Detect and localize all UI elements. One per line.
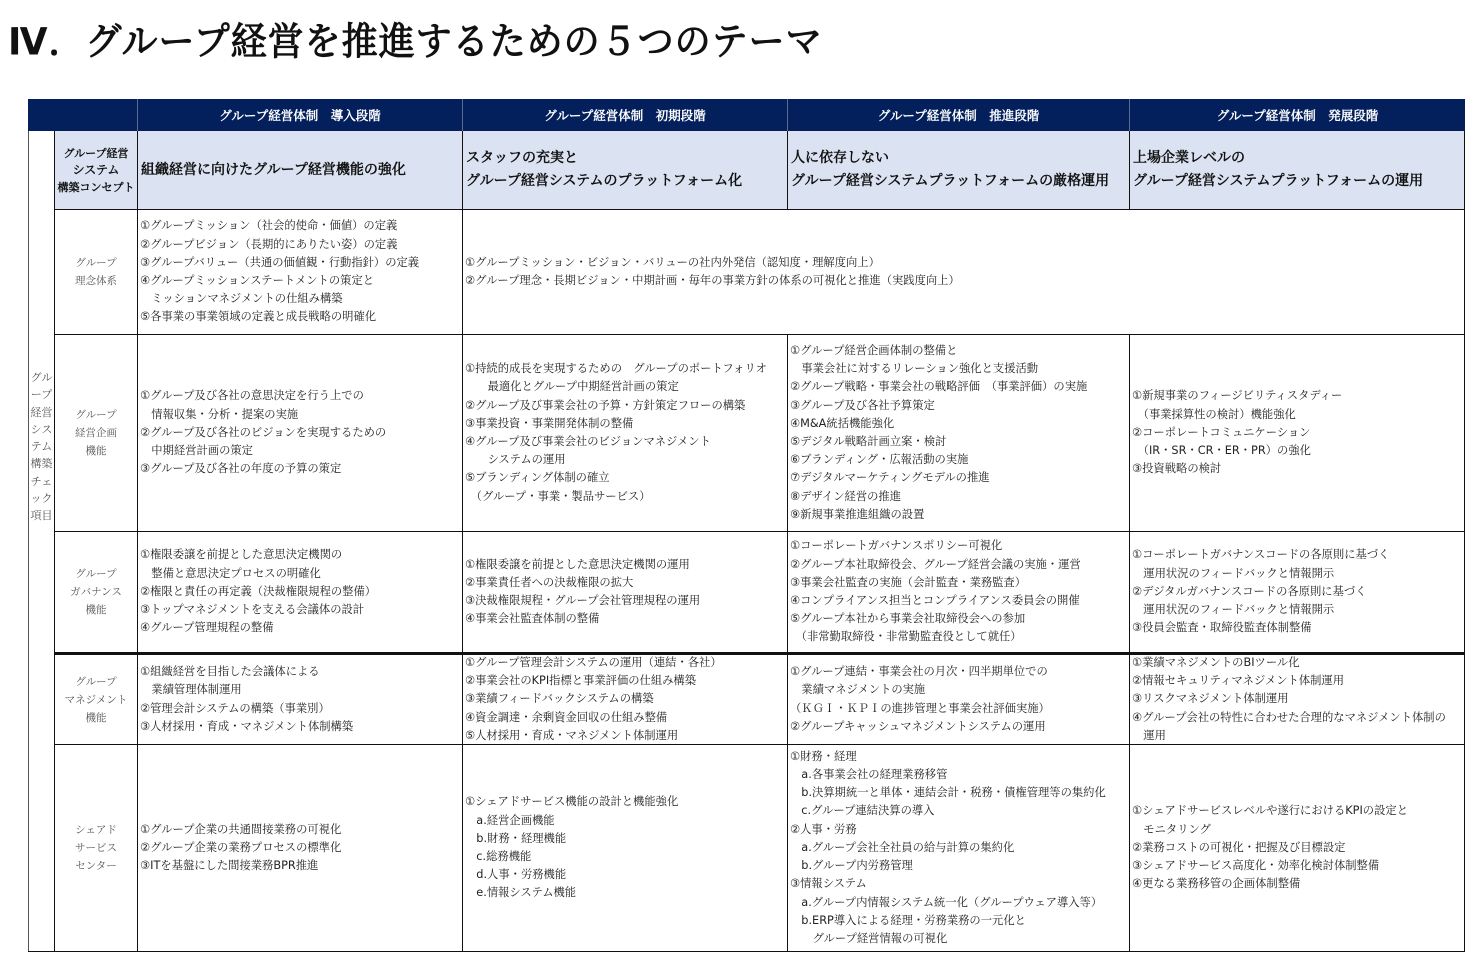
cell-line: ①権限委譲を前提とした意思決定機関の: [140, 548, 343, 562]
cell-line: システムの運用: [465, 453, 566, 467]
header-corner: [28, 99, 138, 131]
cell-line: 業績マネジメントの実施: [790, 683, 926, 697]
concept-development: [1130, 131, 1465, 209]
cell-governance-development: [1130, 532, 1465, 652]
cell-line: ③グループバリュー（共通の価値観・行動指針）の定義: [140, 255, 420, 269]
cell-line: ④グループ管理規程の整備: [140, 621, 274, 635]
cell-line: ⑧デザイン経営の推進: [790, 489, 902, 503]
cell-line: ②グループ理念・長期ビジョン・中期計画・毎年の事業方針の体系の可視化と推進（実践度向上）: [465, 274, 960, 287]
cell-line: ③事業投資・事業開発体制の整備: [465, 416, 634, 430]
row-label-management: [55, 655, 138, 744]
table-bottom-border: [28, 951, 1465, 952]
cell-line: （非常勤取締役・非常勤監査役として就任）: [790, 630, 1022, 644]
cell-line: グループ経営情報の可視化: [790, 931, 948, 945]
row-label-line: 機能: [85, 711, 107, 724]
cell-line: ②業務コストの可視化・把握及び目標設定: [1132, 840, 1346, 854]
cell-line: ⑦デジタルマーケティングモデルの推進: [790, 471, 990, 485]
cell-line: d.人事・労務機能: [465, 868, 567, 882]
theme-table: [28, 99, 1465, 952]
concept-label-line: グループ経営: [63, 146, 129, 160]
cell-line: ③人材採用・育成・マネジメント体制構築: [140, 719, 354, 733]
cell-line: c.総務機能: [465, 850, 532, 863]
cell-line: ①グループ経営企画体制の整備と: [790, 343, 958, 357]
stage-header-promotion: グループ経営体制 推進段階: [788, 99, 1130, 131]
cell-line: b.決算期統一と単体・連結会計・税務・債権管理等の集約化: [790, 786, 1106, 800]
concept-line: グループ経営システムのプラットフォーム化: [466, 173, 743, 189]
cell-line: ②情報セキュリティマネジメント体制運用: [1132, 674, 1345, 688]
cell-line: ①組織経営を目指した会議体による: [140, 665, 320, 679]
cell-line: ③グループ及び各社の年度の予算の策定: [140, 462, 342, 476]
cell-governance-promotion: [788, 532, 1130, 652]
row-label-line: 経営企画: [75, 427, 117, 439]
cell-line: ⑤グループ本社から事業会社取締役会への参加: [790, 612, 1026, 626]
side-label: グループ経営システム構築チェック項目: [30, 371, 53, 523]
cell-line: ③リスクマネジメント体制運用: [1132, 692, 1289, 706]
cell-line: ①グループミッション（社会的使命・価値）の定義: [140, 219, 398, 233]
cell-line: 事業会社に対するリレーション強化と支援活動: [790, 362, 1039, 376]
cell-line: ②コーポレートコミュニケーション: [1132, 425, 1311, 439]
cell-line: ②グループ企業の業務プロセスの標準化: [140, 840, 342, 854]
cell-line: （ＫＧＩ・ＫＰＩの進捗管理と事業会社評価実施）: [790, 701, 1050, 715]
cell-philosophy-merged: [463, 210, 1465, 334]
cell-line: ④コンプライアンス担当とコンプライアンス委員会の開催: [790, 594, 1080, 607]
cell-line: ②事業会社のKPI指標と事業評価の仕組み構築: [465, 674, 697, 688]
cell-management-intro: [138, 655, 463, 744]
cell-management-development: [1130, 655, 1465, 744]
cell-line: ③情報システム: [790, 877, 867, 891]
cell-governance-initial: [463, 532, 788, 652]
cell-line: ①権限委譲を前提とした意思決定機関の運用: [465, 557, 690, 571]
cell-line: ③シェアドサービス高度化・効率化検討体制整備: [1132, 859, 1380, 873]
cell-line: ④更なる業務移管の企画体制整備: [1132, 877, 1301, 891]
cell-shared-initial: [463, 745, 788, 951]
cell-line: a.グループ会社全社員の給与計算の集約化: [790, 840, 1015, 854]
concept-line: グループ経営システムプラットフォームの運用: [1133, 173, 1424, 189]
cell-line: a.経営企画機能: [465, 813, 555, 827]
cell-line: b.ERP導入による経理・労務業務の一元化と: [790, 913, 1026, 927]
cell-governance-intro: [138, 532, 463, 652]
cell-line: ③業績フィードバックシステムの構築: [465, 692, 654, 706]
row-label-line: ガバナンス: [70, 586, 122, 598]
cell-line: 業績管理体制運用: [140, 683, 242, 697]
cell-line: 運用状況のフィードバックと情報開示: [1132, 603, 1335, 617]
cell-line: a.各事業会社の経理業務移管: [790, 768, 948, 782]
row-label-line: シェアド: [75, 824, 117, 836]
cell-line: ②グループ戦略・事業会社の戦略評価 （事業評価）の実施: [790, 380, 1088, 394]
cell-line: モニタリング: [1132, 822, 1211, 836]
row-label-line: サービス: [75, 842, 117, 854]
cell-line: ⑤人材採用・育成・マネジメント体制運用: [465, 728, 679, 742]
cell-line: ②人事・労務: [790, 822, 857, 836]
cell-line: ①グループミッション・ビジョン・バリューの社内外発信（認知度・理解度向上）: [465, 255, 880, 269]
cell-line: ⑥ブランディング・広報活動の実施: [790, 453, 969, 467]
row-label-line: 機能: [85, 445, 107, 457]
cell-line: ⑤各事業の事業領域の定義と成長戦略の明確化: [140, 310, 377, 324]
cell-line: ①シェアドサービス機能の設計と機能強化: [465, 795, 679, 809]
concept-label-line: システム: [72, 162, 120, 177]
cell-line: 中期経営計画の策定: [140, 444, 253, 458]
cell-line: ①グループ及び各社の意思決定を行う上での: [140, 389, 364, 403]
cell-line: ④M&A統括機能強化: [790, 416, 895, 430]
cell-line: ①グループ連結・事業会社の月次・四半期単位での: [790, 665, 1048, 679]
cell-line: ①財務・経理: [790, 749, 857, 763]
cell-line: 運用状況のフィードバックと情報開示: [1132, 566, 1335, 580]
cell-planning-intro: [138, 335, 463, 531]
cell-line: ①グループ管理会計システムの運用（連結・各社）: [465, 656, 722, 669]
cell-planning-promotion: [788, 335, 1130, 531]
left-border: [28, 131, 29, 952]
cell-line: ②グループ本社取締役会、グループ経営会議の実施・運営: [790, 557, 1081, 571]
cell-line: ②事業責任者への決裁権限の拡大: [465, 575, 634, 589]
concept-line: 上場企業レベルの: [1133, 150, 1245, 166]
cell-line: ②デジタルガバナンスコードの各原則に基づく: [1132, 584, 1367, 598]
cell-line: ③役員会監査・取締役監査体制整備: [1132, 621, 1312, 635]
cell-line: 最適化とグループ中期経営計画の策定: [465, 380, 679, 394]
cell-line: ②グループキャッシュマネジメントシステムの運用: [790, 719, 1046, 733]
row-label-line: グループ: [75, 675, 117, 688]
cell-line: b.グループ内労務管理: [790, 859, 913, 873]
cell-shared-intro: [138, 745, 463, 951]
stage-header-intro: グループ経営体制 導入段階: [138, 99, 463, 131]
row-label-line: センター: [75, 860, 117, 872]
cell-line: ①新規事業のフィージビリティスタディー: [1132, 389, 1343, 403]
cell-line: ②グループ及び各社のビジョンを実現するための: [140, 425, 387, 439]
cell-philosophy-intro: [138, 210, 463, 334]
cell-line: c.グループ連結決算の導入: [790, 804, 935, 818]
row-label-line: グループ: [75, 568, 117, 580]
cell-line: ④事業会社監査体制の整備: [465, 612, 600, 626]
cell-line: 運用: [1132, 728, 1166, 742]
cell-line: a.グループ内情報システム統一化（グループウェア導入等）: [790, 895, 1103, 909]
cell-line: ④グループミッションステートメントの策定と: [140, 274, 375, 287]
concept-line: グループ経営システムプラットフォームの厳格運用: [791, 173, 1110, 189]
concept-row-label: [55, 131, 138, 209]
cell-line: （事業採算性の検討）機能強化: [1132, 407, 1296, 421]
stage-header-development: グループ経営体制 発展段階: [1130, 99, 1465, 131]
cell-line: b.財務・経理機能: [465, 831, 567, 845]
cell-line: ①業績マネジメントのBIツール化: [1132, 656, 1300, 669]
cell-line: ①コーポレートガバナンスコードの各原則に基づく: [1132, 548, 1390, 562]
cell-line: ⑨新規事業推進組織の設置: [790, 507, 925, 521]
concept-intro: [138, 131, 463, 209]
row-label-line: マネジメント: [64, 693, 128, 706]
cell-line: ③ITを基盤にした間接業務BPR推進: [140, 859, 319, 873]
cell-line: （IR・SR・CR・ER・PR）の強化: [1132, 444, 1311, 458]
cell-line: ③トップマネジメントを支える会議体の設計: [140, 603, 365, 617]
row-label-shared-services: [55, 745, 138, 951]
concept-label-line: 構築コンセプト: [57, 180, 135, 194]
cell-line: ①持続的成長を実現するための グループのポートフォリオ: [465, 362, 767, 376]
concept-line: 人に依存しない: [791, 150, 889, 166]
cell-line: ⑤ブランディング体制の確立: [465, 471, 610, 485]
cell-line: ①シェアドサービスレベルや遂行におけるKPIの設定と: [1132, 804, 1408, 818]
cell-line: ④グループ及び事業会社のビジョンマネジメント: [465, 435, 711, 448]
cell-line: ミッションマネジメントの仕組み構築: [140, 292, 343, 306]
cell-line: ④資金調達・余剰資金回収の仕組み整備: [465, 710, 668, 724]
row-label-governance: [55, 532, 138, 652]
cell-line: ②権限と責任の再定義（決裁権限規程の整備）: [140, 584, 377, 598]
row-label-line: グループ: [75, 257, 117, 269]
row-label-planning: [55, 335, 138, 531]
cell-line: ②グループビジョン（長期的にありたい姿）の定義: [140, 237, 398, 251]
cell-line: ③グループ及び各社予算策定: [790, 398, 935, 412]
row-label-line: 機能: [85, 604, 107, 616]
concept-line: スタッフの充実と: [466, 150, 578, 166]
concept-initial: [463, 131, 788, 209]
cell-line: ②グループ及び事業会社の予算・方針策定フローの構築: [465, 398, 746, 412]
row-label-line: 理念体系: [75, 275, 117, 287]
row-label-philosophy: [55, 210, 138, 334]
concept-promotion: [788, 131, 1130, 209]
cell-planning-initial: [463, 335, 788, 531]
concept-line: 組織経営に向けたグループ経営機能の強化: [141, 161, 406, 178]
cell-line: ③事業会社監査の実施（会計監査・業務監査）: [790, 575, 1027, 589]
cell-line: （グループ・事業・製品サービス）: [465, 489, 651, 503]
cell-line: ②管理会計システムの構築（事業別）: [140, 701, 330, 715]
cell-management-initial: [463, 655, 788, 744]
cell-line: ③投資戦略の検討: [1132, 462, 1222, 476]
cell-line: ④グループ会社の特性に合わせた合理的なマネジメント体制の: [1132, 710, 1446, 724]
cell-line: ①コーポレートガバナンスポリシー可視化: [790, 539, 1003, 553]
cell-management-promotion: [788, 655, 1130, 744]
cell-planning-development: [1130, 335, 1465, 531]
cell-line: e.情報システム機能: [465, 886, 577, 900]
cell-line: ③決裁権限規程・グループ会社管理規程の運用: [465, 594, 701, 607]
stage-header-initial: グループ経営体制 初期段階: [463, 99, 788, 131]
cell-line: ⑤デジタル戦略計画立案・検討: [790, 435, 947, 448]
cell-shared-promotion: [788, 745, 1130, 951]
cell-shared-development: [1130, 745, 1465, 951]
page-title: Ⅳ．グループ経営を推進するための５つのテーマ: [8, 21, 823, 65]
cell-line: 情報収集・分析・提案の実施: [140, 407, 299, 421]
cell-line: ①グループ企業の共通間接業務の可視化: [140, 822, 342, 836]
cell-line: 整備と意思決定プロセスの明確化: [140, 566, 321, 580]
row-label-line: グループ: [75, 409, 117, 421]
